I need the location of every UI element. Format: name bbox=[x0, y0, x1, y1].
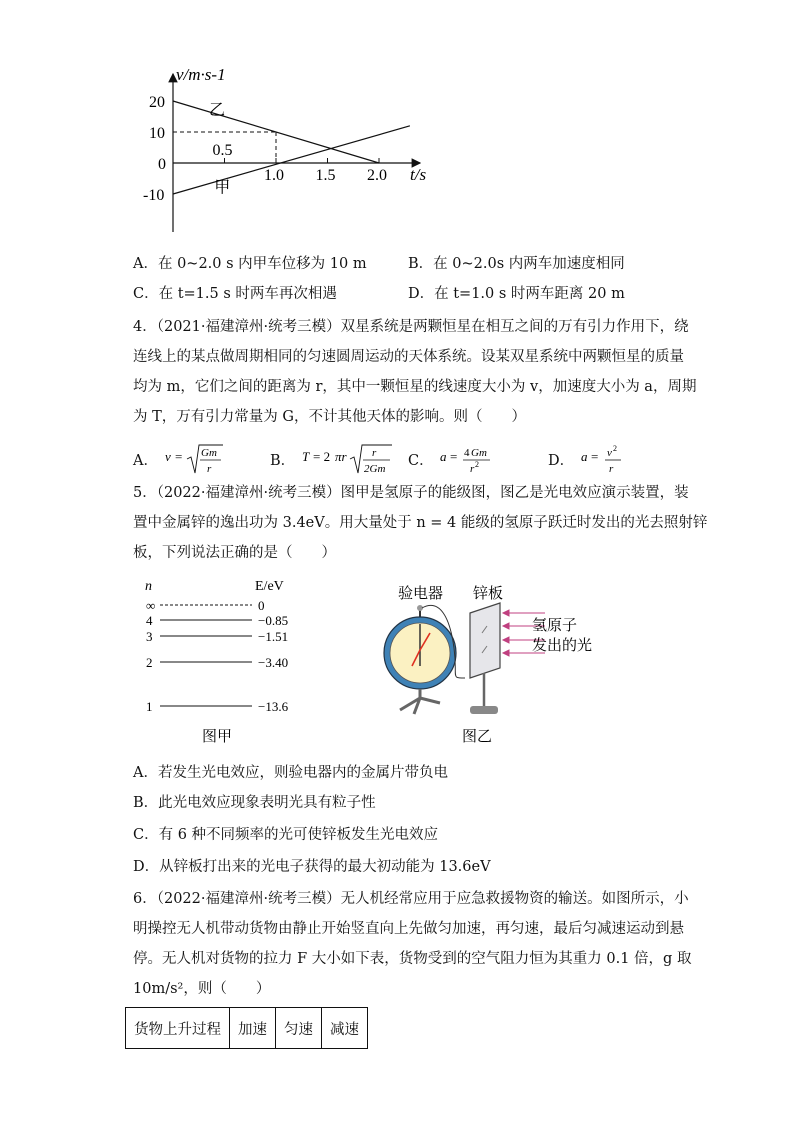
zinc-plate-icon bbox=[470, 603, 500, 714]
level-energy-label: 0 bbox=[258, 598, 265, 613]
level-energy-label: −0.85 bbox=[258, 613, 289, 628]
electroscope-icon bbox=[384, 605, 456, 714]
svg-text:v: v bbox=[164, 449, 171, 464]
svg-text:r: r bbox=[608, 463, 614, 475]
q4-option-a-letter: A． bbox=[133, 453, 158, 469]
level-energy-label: −1.51 bbox=[258, 629, 289, 644]
fig-a-caption: 图甲 bbox=[202, 729, 233, 745]
level-n-label: 2 bbox=[146, 655, 153, 670]
svg-text:a: a bbox=[580, 449, 588, 464]
q4-option-c[interactable] bbox=[408, 443, 518, 479]
y-tick-label: 0 bbox=[158, 156, 166, 173]
level-n-label: 1 bbox=[146, 699, 153, 714]
e-label: E/eV bbox=[255, 579, 284, 594]
x-tick-label: 2.0 bbox=[367, 167, 387, 184]
q4-stem-line-1: 4．（2021·福建漳州·统考三模）双星系统是两颗恒星在相互之间的万有引力作用下，绕 bbox=[133, 319, 689, 335]
n-label: n bbox=[145, 579, 152, 594]
svg-text:2: 2 bbox=[475, 460, 480, 469]
q4-option-b-letter: B． bbox=[270, 453, 296, 469]
table-cell: 减速 bbox=[322, 1008, 368, 1049]
q3-option-d[interactable]: D．在 t=1.0 s 时两车距离 20 m bbox=[408, 286, 625, 302]
svg-text:= 2: = 2 bbox=[312, 449, 330, 464]
q3-option-a[interactable]: A．在 0~2.0 s 内甲车位移为 10 m bbox=[133, 256, 367, 272]
q4-option-a[interactable] bbox=[133, 443, 253, 479]
q5-option-a[interactable]: A．若发生光电效应，则验电器内的金属片带负电 bbox=[133, 765, 448, 781]
q4-option-c-letter: C． bbox=[408, 453, 434, 469]
y-axis-label: v/m·s-1 bbox=[176, 65, 226, 84]
svg-text:v: v bbox=[606, 447, 612, 459]
x-tick-label: 0.5 bbox=[212, 142, 233, 159]
q5-option-d[interactable]: D．从锌板打出来的光电子获得的最大初动能为 13.6eV bbox=[133, 859, 491, 875]
q4-stem-line-4: 为 T，万有引力常量为 G，不计其他天体的影响。则（ ） bbox=[133, 409, 526, 425]
table-cell: 货物上升过程 bbox=[126, 1008, 230, 1049]
table-cell: 加速 bbox=[230, 1008, 276, 1049]
formula-a-v2-r bbox=[579, 443, 639, 479]
cargo-force-table bbox=[125, 1007, 368, 1049]
y-tick-label: 20 bbox=[149, 94, 165, 111]
y-tick-label: 10 bbox=[149, 125, 165, 142]
q4-option-d-letter: D． bbox=[548, 453, 575, 469]
q4-option-d[interactable] bbox=[548, 443, 639, 479]
velocity-time-chart bbox=[130, 62, 450, 242]
svg-text:πr: πr bbox=[334, 449, 347, 464]
formula-v-sqrt-gm-r bbox=[163, 443, 253, 479]
svg-text:2: 2 bbox=[612, 444, 617, 453]
x-axis-label: t/s bbox=[410, 165, 427, 184]
level-n-label: 4 bbox=[146, 613, 153, 628]
electroscope-label: 验电器 bbox=[398, 586, 444, 602]
series-label: 甲 bbox=[214, 179, 231, 197]
svg-text:2Gm: 2Gm bbox=[363, 463, 386, 475]
light-label-2: 发出的光 bbox=[532, 638, 593, 654]
svg-text:r: r bbox=[470, 463, 475, 475]
level-n-label: ∞ bbox=[146, 598, 156, 613]
q5-stem-line-3: 板，下列说法正确的是（ ） bbox=[133, 545, 336, 561]
svg-text:r: r bbox=[206, 463, 211, 475]
svg-text:=: = bbox=[450, 449, 458, 464]
zinc-plate-label: 锌板 bbox=[473, 586, 504, 602]
q6-stem-line-2: 明操控无人机带动货物由静止开始竖直向上先做匀加速，再匀速，最后匀减速运动到悬 bbox=[133, 921, 684, 937]
q6-stem-line-3: 停。无人机对货物的拉力 F 大小如下表，货物受到的空气阻力恒为其重力 0.1 倍，g 取 bbox=[133, 951, 692, 967]
svg-text:=: = bbox=[590, 449, 599, 464]
level-n-label: 3 bbox=[146, 629, 153, 644]
x-tick-label: 1.5 bbox=[315, 167, 336, 184]
formula-t-2pi-r-sqrt bbox=[300, 443, 410, 479]
formula-a-4gm-r2 bbox=[438, 443, 518, 479]
level-energy-label: −3.40 bbox=[258, 655, 289, 670]
table-row bbox=[126, 1008, 368, 1049]
y-tick-label: -10 bbox=[143, 187, 165, 204]
q5-stem-line-2: 置中金属锌的逸出功为 3.4eV。用大量处于 n = 4 能级的氢原子跃迁时发出的光去照射锌 bbox=[133, 515, 708, 531]
q4-option-b[interactable] bbox=[270, 443, 410, 479]
q3-option-b[interactable]: B．在 0~2.0s 内两车加速度相同 bbox=[408, 256, 625, 272]
x-tick-label: 1.0 bbox=[264, 167, 284, 184]
q6-stem-line-1: 6．（2022·福建漳州·统考三模）无人机经常应用于应急救援物资的输送。如图所示，小 bbox=[133, 891, 689, 907]
fig-b-caption: 图乙 bbox=[462, 729, 493, 745]
energy-level-diagram bbox=[140, 578, 320, 748]
svg-text:T: T bbox=[301, 449, 309, 464]
table-cell: 匀速 bbox=[276, 1008, 322, 1049]
series-label: 乙 bbox=[209, 101, 226, 119]
q4-stem-line-3: 均为 m，它们之间的距离为 r，其中一颗恒星的线速度大小为 v，加速度大小为 a，周期 bbox=[133, 379, 697, 395]
q5-stem-line-1: 5．（2022·福建漳州·统考三模）图甲是氢原子的能级图，图乙是光电效应演示装置，装 bbox=[133, 485, 689, 501]
svg-text:r: r bbox=[371, 447, 377, 459]
light-label-1: 氢原子 bbox=[532, 618, 578, 634]
photoelectric-apparatus bbox=[370, 578, 630, 748]
svg-text:=: = bbox=[174, 449, 182, 464]
svg-text:Gm: Gm bbox=[471, 447, 488, 459]
q5-option-c[interactable]: C．有 6 种不同频率的光可使锌板发生光电效应 bbox=[133, 827, 439, 843]
q6-stem-line-4: 10m/s²，则（ ） bbox=[133, 981, 271, 997]
q4-stem-line-2: 连线上的某点做周期相同的匀速圆周运动的天体系统。设某双星系统中两颗恒星的质量 bbox=[133, 349, 684, 365]
q3-option-c[interactable]: C．在 t=1.5 s 时两车再次相遇 bbox=[133, 286, 337, 302]
level-energy-label: −13.6 bbox=[258, 699, 289, 714]
svg-text:4: 4 bbox=[464, 447, 470, 459]
q5-option-b[interactable]: B．此光电效应现象表明光具有粒子性 bbox=[133, 795, 376, 811]
svg-text:a: a bbox=[440, 449, 447, 464]
svg-text:Gm: Gm bbox=[200, 447, 217, 459]
